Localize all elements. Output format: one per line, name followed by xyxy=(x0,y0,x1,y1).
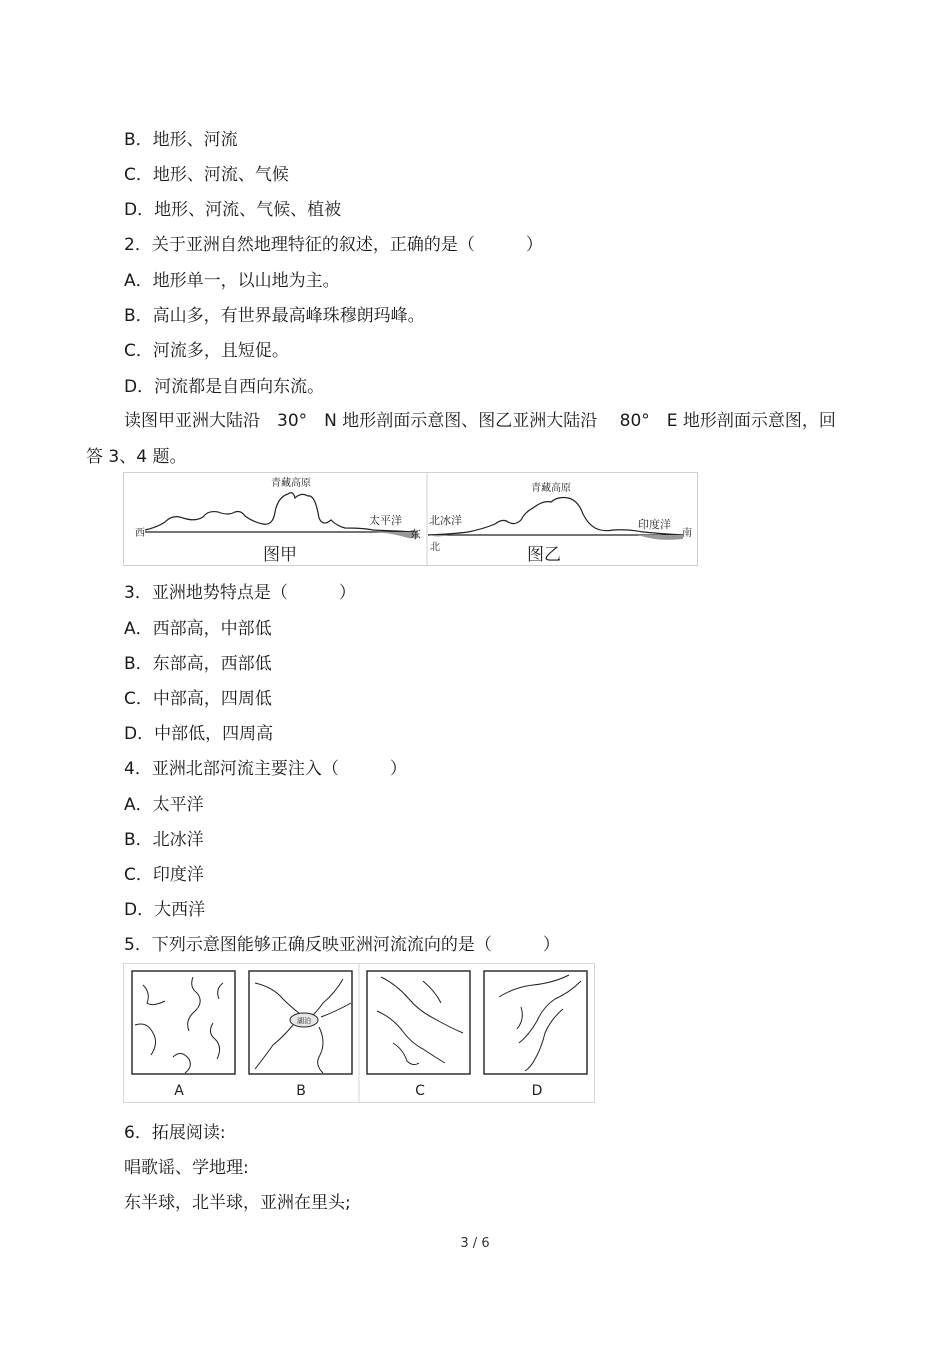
question-5: 5．下列示意图能够正确反映亚洲河流流向的是（ ） xyxy=(124,935,560,955)
profile-yi-peak: 青藏高原 xyxy=(531,483,571,494)
profile-jia-peak: 青藏高原 xyxy=(271,478,311,489)
q4-option-a: A．太平洋 xyxy=(124,795,204,815)
q1-option-c: C．地形、河流、气候 xyxy=(124,165,289,185)
q2-option-b: B．高山多，有世界最高峰珠穆朗玛峰。 xyxy=(124,306,425,326)
river-panel-d-label: D xyxy=(531,1083,543,1099)
profile-jia-east: 东 xyxy=(410,528,421,541)
river-panel-c-label: C xyxy=(415,1083,425,1099)
question-2: 2．关于亚洲自然地理特征的叙述，正确的是（ ） xyxy=(124,235,543,255)
q3-option-b: B．东部高，西部低 xyxy=(124,654,272,674)
question-6: 6．拓展阅读: xyxy=(124,1123,226,1143)
profile-yi-ocean-north: 北冰洋 xyxy=(429,514,462,527)
q4-option-c: C．印度洋 xyxy=(124,865,204,885)
q3-option-a: A．西部高，中部低 xyxy=(124,619,272,639)
profile-yi-north: 北 xyxy=(430,542,440,553)
q4-option-b: B．北冰洋 xyxy=(124,830,204,850)
profile-jia-west: 西 xyxy=(135,528,145,539)
river-panel-a-label: A xyxy=(174,1083,184,1099)
q1-option-b: B．地形、河流 xyxy=(124,130,238,150)
river-direction-figure xyxy=(123,963,595,1103)
song-line-1: 唱歌谣、学地理: xyxy=(124,1158,249,1178)
profile-yi-ocean-south: 印度洋 xyxy=(638,518,671,531)
profile-yi-caption: 图乙 xyxy=(527,545,561,565)
q2-option-a: A．地形单一，以山地为主。 xyxy=(124,271,340,291)
profile-yi-south: 南 xyxy=(682,528,692,539)
q3-option-d: D．中部低，四周高 xyxy=(124,724,274,744)
question-3: 3．亚洲地势特点是（ ） xyxy=(124,583,356,603)
q4-option-d: D．大西洋 xyxy=(124,900,206,920)
profile-jia-caption: 图甲 xyxy=(263,545,297,565)
profile-jia-ocean: 太平洋 xyxy=(369,514,402,527)
q2-option-d: D．河流都是自西向东流。 xyxy=(124,377,325,397)
question-4: 4．亚洲北部河流主要注入（ ） xyxy=(124,759,407,779)
q1-option-d: D．地形、河流、气候、植被 xyxy=(124,200,342,220)
river-panel-b-label: B xyxy=(296,1083,306,1099)
song-line-2: 东半球，北半球，亚洲在里头; xyxy=(124,1193,351,1213)
river-panel-b-lake: 湖泊 xyxy=(297,1017,311,1025)
intro-line-1: 读图甲亚洲大陆沿 30° N 地形剖面示意图、图乙亚洲大陆沿 80° E 地形剖面示意图，回 xyxy=(124,411,836,431)
intro-line-2: 答 3、4 题。 xyxy=(86,447,187,467)
q2-option-c: C．河流多，且短促。 xyxy=(124,341,289,361)
page-number: 3 / 6 xyxy=(460,1236,490,1251)
terrain-profile-figure xyxy=(123,472,698,566)
q3-option-c: C．中部高，四周低 xyxy=(124,689,272,709)
